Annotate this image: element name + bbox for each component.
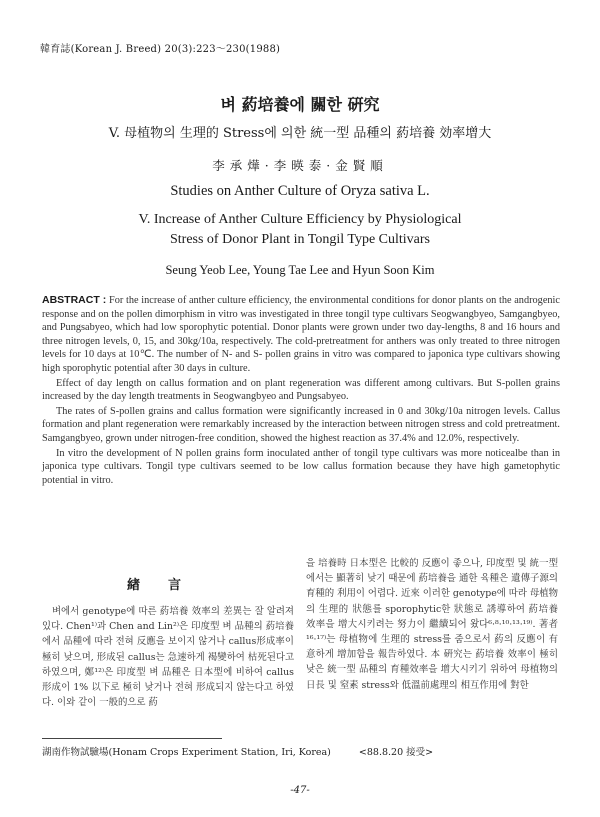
abstract-label: ABSTRACT : [42, 294, 107, 306]
abstract [42, 294, 560, 488]
footnote [42, 744, 562, 758]
page-number: -47- [290, 785, 310, 796]
abstract-paragraph-4: In vitro the development of N pollen grains form inoculated anther of tongil type cultivars was more noticealbe than in japonica type cultivars. Tongil type cultivars seemed to be low callus formation because they have high gametophytic potential in vitro. [42, 447, 560, 486]
abstract-paragraph-3: The rates of S-pollen grains and callus formation were significantly increased in 0 and 30kg/10a nitrogen levels. Callus formation and plant regeneration were remarkably increased by the interaction between nitrogen stress and cold pretreatment. Samgangbyeo, grown under nitrogen-free condition, showed the highest reaction as 37.4% and 12.0%, respectively. [42, 405, 560, 444]
english-title: Studies on Anther Culture of Oryza sativa L. [170, 183, 430, 199]
english-subtitle-line1: V. Increase of Anther Culture Efficiency by Physiological [138, 212, 462, 227]
introduction-right-column [306, 556, 558, 693]
section-heading-introduction: 緖言 [126, 578, 209, 593]
introduction-left-text: 벼에서 genotype에 따른 葯培養 效率의 差異는 잘 알려져 있다. Chen¹⁾과 Chen and Lin²⁾은 印度型 벼 品種의 葯培養에서 品種에 따라 전혀 反應을 보이지 않거나 callus形成率이 極히 낮으며, 形成된 callus는 急速하게 褐變하여 枯死된다고 하였으며, 鄭¹²⁾은 印度型 벼 品種은 日本型에 비하여 callus形成이 1% 以下로 極히 낮거나 전혀 形成되지 않는다고 하였다. 이와 같이 一般的으로 葯 [42, 606, 294, 709]
footnote-rule [42, 738, 222, 739]
korean-title: 벼 葯培養에 關한 硏究 [220, 95, 380, 114]
received-date: <88.8.20 接受> [358, 747, 434, 758]
affiliation: 湖南作物試驗場(Honam Crops Experiment Station, Iri, Korea) [42, 747, 331, 758]
journal-header: 韓育誌(Korean J. Breed) 20(3):223～230(1988) [40, 44, 281, 55]
english-authors: Seung Yeob Lee, Young Tae Lee and Hyun Soon Kim [165, 263, 435, 277]
abstract-paragraph-1 [42, 294, 560, 376]
korean-subtitle: V. 母植物의 生理的 Stress에 의한 統一型 品種의 葯培養 効率增大 [108, 126, 492, 141]
abstract-paragraph-2: Effect of day length on callus formation and on plant regeneration was different among cultivars. But S-pollen grains increased by the day length treatments in Seogwangbyeo and Pungsabyeo. [42, 377, 560, 403]
english-subtitle-line2: Stress of Donor Plant in Tongil Type Cultivars [169, 232, 431, 247]
korean-authors: 李承燁·李暎泰·金賢順 [212, 158, 388, 173]
introduction-left-column [42, 604, 294, 710]
introduction-right-text: 을 培養時 日本型은 比較的 反應이 좋으나, 印度型 및 統一型에서는 顯著히 낮기 때문에 葯培養을 通한 육種은 遺傳子源의 育種的 利用이 어렵다. 近來 이러한 genotype에 따라 母植物의 生理的 狀態를 sporophytic한 狀態로 誘導하여 葯培養 效率을 增大시키려는 努力이 繼續되어 왔다⁶·⁸·¹⁰·¹³·¹⁹⁾. 著者¹⁶·¹⁷⁾는 母植物에 生理的 stress를 줌으로서 葯의 反應이 有意하게 增加함을 報告하였다. 本 硏究는 葯培養 效率이 極히 낮은 統一型 品種의 育種效率을 增大시키기 위하여 母植物의 日長 및 窒素 stress와 低溫前處理의 相互作用에 對한 [306, 558, 558, 691]
abstract-text-1: For the increase of anther culture efficiency, the environmental conditions for donor plants on the androgenic response and on the pollen dimorphism in vitro was investigated in three tongil type cultivars Seogwangbyeo, Samgangbyeo, and Pungsabyeo, which had low sporophytic potential. Donor plants were grown under two day-lengths, 8 and 16 hours and three nitrogen levels, 0, 15, and 30kg/10a, respectively. The cold-pretreatment for anthers was only treated to three nitrogen levels for 10 days at 10℃. The number of N- and S- pollen grains in vitro was compared to japonica type cultivars showing high sporophytic potential after 30 days in culture. [42, 295, 560, 374]
